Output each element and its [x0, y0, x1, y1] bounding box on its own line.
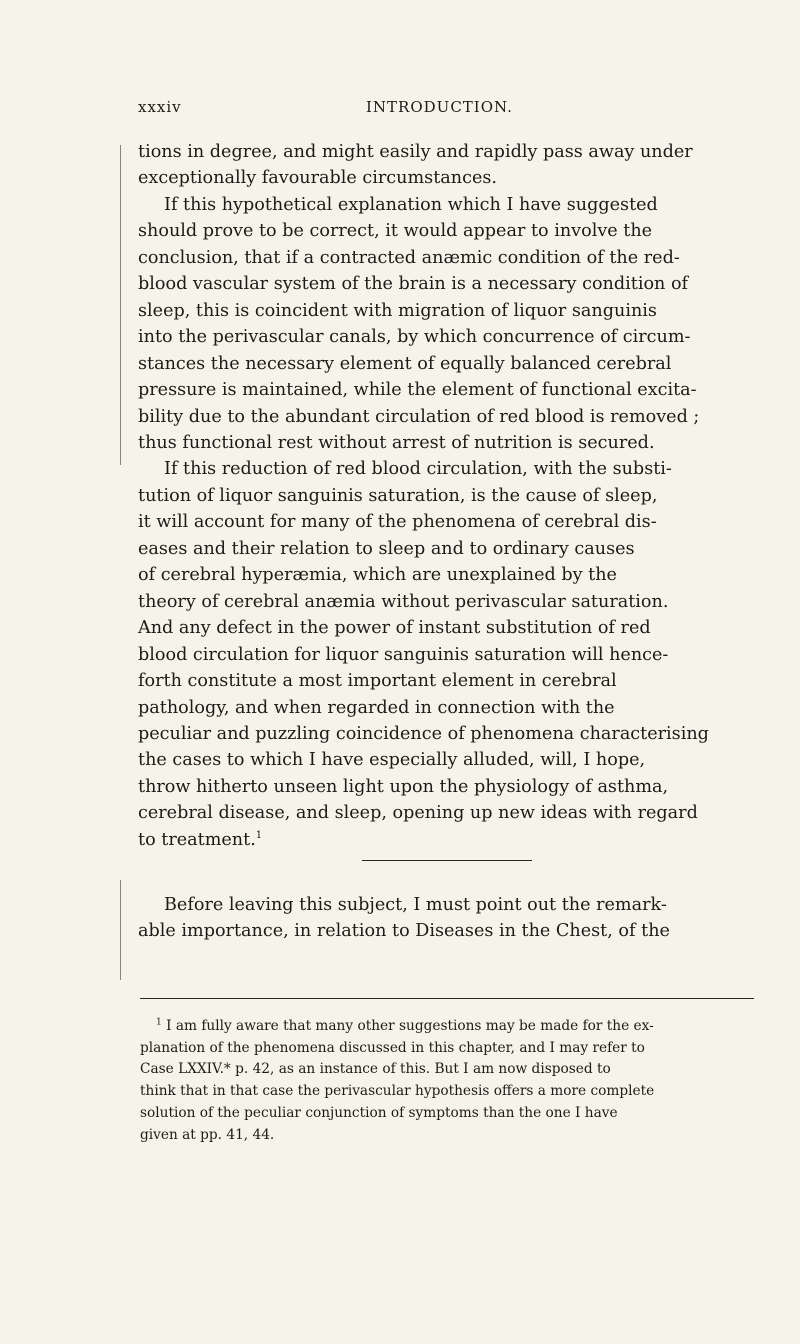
text-line: blood circulation for liquor sanguinis saturation will hence-	[138, 644, 669, 665]
text-line: the cases to which I have especially alluded, will, I hope,	[138, 750, 646, 771]
text-line: into the perivascular canals, by which concurrence of circum-	[138, 327, 691, 348]
text-line: If this reduction of red blood circulation, with the substi-	[164, 459, 672, 480]
text-line: thus functional rest without arrest of nutrition is secured.	[138, 432, 655, 453]
text-line: pathology, and when regarded in connection with the	[138, 697, 615, 718]
footnote-mark: 1	[156, 1017, 162, 1028]
text-line: should prove to be correct, it would appear to involve the	[138, 221, 653, 242]
text-line: cerebral disease, and sleep, opening up new ideas with regard	[138, 803, 698, 824]
section-separator	[362, 860, 532, 861]
footnote-text: I am fully aware that many other suggestions may be made for the ex-	[166, 1018, 654, 1034]
footnote	[140, 1016, 754, 1146]
text-line: pressure is maintained, while the element of functional excita-	[138, 380, 697, 401]
text-line: If this hypothetical explanation which I have suggested	[164, 194, 658, 215]
text-line: of cerebral hyperæmia, which are unexplained by the	[138, 565, 617, 586]
text-line: Before leaving this subject, I must point out the remark-	[164, 895, 667, 915]
page-number: xxxiv	[138, 98, 182, 116]
footnote-line: solution of the peculiar conjunction of symptoms than the one I have	[140, 1104, 618, 1121]
page-header	[138, 98, 698, 122]
footnote-line: given at pp. 41, 44.	[140, 1126, 275, 1143]
text-line: eases and their relation to sleep and to ordinary causes	[138, 538, 635, 559]
text-line: it will account for many of the phenomena of cerebral dis-	[138, 512, 657, 533]
text-line: theory of cerebral anæmia without perivascular saturation.	[138, 591, 669, 612]
text-line: able importance, in relation to Diseases in the Chest, of the	[138, 921, 670, 942]
text-line: forth constitute a most important element in cerebral	[138, 671, 617, 692]
running-title: INTRODUCTION.	[366, 98, 513, 116]
text-line	[138, 827, 754, 853]
margin-mark	[120, 145, 121, 465]
next-paragraph	[138, 892, 754, 945]
text-line: tions in degree, and might easily and rapidly pass away under	[138, 142, 693, 162]
text-line: bility due to the abundant circulation of red blood is removed ;	[138, 406, 700, 427]
text-line-content: to treatment.	[138, 829, 256, 850]
footnote-line	[140, 1016, 754, 1038]
footnote-rule	[140, 998, 754, 999]
text-line: stances the necessary element of equally balanced cerebral	[138, 353, 672, 374]
margin-mark	[120, 880, 121, 980]
footnote-line: planation of the phenomena discussed in this chapter, and I may refer to	[140, 1039, 645, 1056]
footnote-line: think that in that case the perivascular hypothesis offers a more complete	[140, 1083, 655, 1100]
footnote-line: Case LXXIV.* p. 42, as an instance of this. But I am now disposed to	[140, 1061, 611, 1078]
text-line: And any defect in the power of instant substitution of red	[138, 618, 651, 639]
text-line: peculiar and puzzling coincidence of phenomena characterising	[138, 723, 709, 744]
text-line: sleep, this is coincident with migration of liquor sanguinis	[138, 300, 657, 321]
text-line: blood vascular system of the brain is a necessary condition of	[138, 274, 689, 295]
main-text	[138, 139, 754, 853]
text-line: tution of liquor sanguinis saturation, is the cause of sleep,	[138, 485, 658, 506]
text-line: exceptionally favourable circumstances.	[138, 168, 497, 189]
text-line: throw hitherto unseen light upon the physiology of asthma,	[138, 776, 669, 797]
text-line: conclusion, that if a contracted anæmic condition of the red-	[138, 247, 680, 268]
footnote-reference[interactable]: 1	[255, 829, 263, 841]
